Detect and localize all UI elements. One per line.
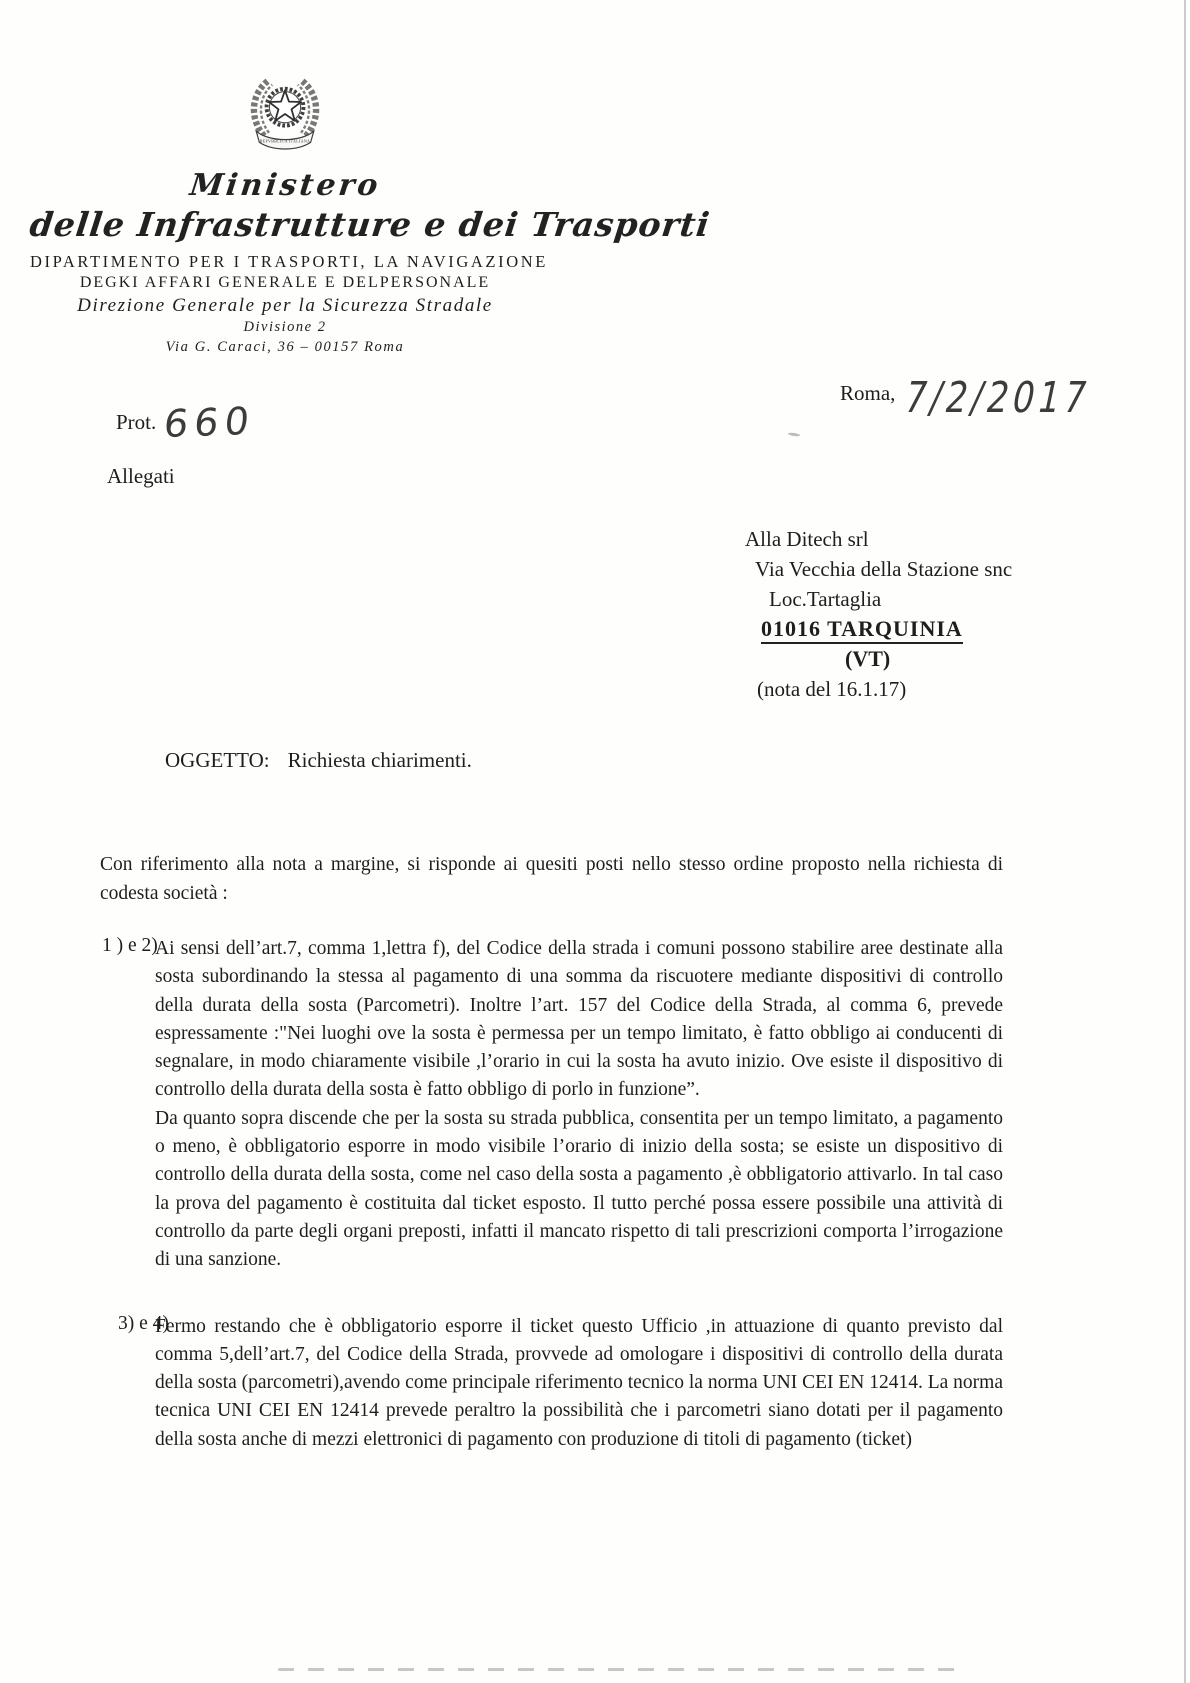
recipient-block xyxy=(745,524,1012,704)
scan-edge-line xyxy=(1184,0,1186,1683)
place-label: Roma, xyxy=(840,381,896,405)
item-label-1-2: 1 ) e 2) xyxy=(102,935,158,956)
attachments-label: Allegati xyxy=(107,464,175,488)
item-1-2-paragraph-b: Da quanto sopra discende che per la sosta su strada pubblica, consentita per un tempo limitato, a pagamento o meno, è obbligatorio esporre in modo visibile l’orario di inizio della sosta; se esiste un dispositivo di controllo della durata della sosta, come nel caso della sosta a pagamento ,è obbligatorio attivarlo. In tal caso la prova del pagamento è costituita dal ticket esposto. Il tutto perché possa essere possibile una attività di controllo da parte degli organi preposti, infatti il mancato rispetto di tali prescrizioni comporta l’irrogazione di una sanzione. xyxy=(155,1107,1003,1271)
protocol-label: Prot. xyxy=(116,410,157,434)
dateline xyxy=(840,373,1096,423)
subject-label: OGGETTO: xyxy=(165,748,270,772)
letterhead-address: Via G. Caraci, 36 – 00157 Roma xyxy=(165,339,405,355)
recipient-street: Via Vecchia della Stazione snc xyxy=(755,557,1013,581)
item-3-4-paragraph-a: Fermo restando che è obbligatorio esporre il ticket questo Ufficio ,in attuazione di quanto previsto dal comma 5,dell’art.7, del Codice della Strada, provvede ad omologare i dispositivi di controllo della durata della sosta (parcometri),avendo come principale riferimento tecnico la norma UNI CEI EN 12414. La norma tecnica UNI CEI EN 12414 prevede peraltro la possibilità che i parcometri siano dotati per il pagamento della sosta anche di mezzi elettronici di pagamento con produzione di titoli di pagamento (ticket) xyxy=(155,1315,1003,1450)
subject-line xyxy=(165,748,472,773)
handwritten-date: 7/2/2017 xyxy=(900,373,1096,423)
emblem-ribbon-text: REPVBBLICA ITALIANA xyxy=(259,138,311,144)
handwritten-protocol-number: 660 xyxy=(161,398,258,446)
recipient-note-reference: (nota del 16.1.17) xyxy=(757,677,907,701)
letterhead xyxy=(27,70,713,356)
ministry-script-line2: delle Infrastrutture e dei Trasporti xyxy=(27,205,713,244)
department-line1: DIPARTIMENTO PER I TRASPORTI, LA NAVIGAZIONE xyxy=(30,252,548,271)
item-body-1-2 xyxy=(155,935,1003,1275)
scan-artifact-mark xyxy=(788,432,800,437)
department-line2: DEGKI AFFARI GENERALE E DELPERSONALE xyxy=(79,274,491,291)
protocol-line xyxy=(116,398,258,446)
recipient-city: 01016 TARQUINIA xyxy=(761,616,963,644)
answer-item-1-2 xyxy=(100,935,1003,1275)
recipient-name: Alla Ditech srl xyxy=(745,527,869,551)
ministry-script-line1: Ministero xyxy=(187,168,383,203)
item-body-3-4 xyxy=(155,1313,1003,1454)
answer-item-3-4 xyxy=(100,1313,1003,1454)
item-1-2-paragraph-a: Ai sensi dell’art.7, comma 1,lettra f), del Codice della strada i comuni possono stabilire aree destinate alla sosta subordinando la stessa al pagamento di una somma da riscuotere mediante dispositivi di controllo della durata della sosta (Parcometri). Inoltre l’art. 157 del Codice della Strada, al comma 6, prevede espressamente :"Nei luoghi ove la sosta è permessa per un tempo limitato, è fatto obbligo ai conducenti di segnalare, in modo chiaramente visibile ,l’orario in cui la sosta ha avuto inizio. Ove esiste il dispositivo di controllo della durata della sosta è fatto obbligo di porlo in funzione”. xyxy=(155,938,1003,1101)
division-line: Divisione 2 xyxy=(243,319,327,335)
item-label-3-4: 3) e 4) xyxy=(118,1312,169,1334)
scan-bottom-smudge xyxy=(278,1668,968,1671)
italian-republic-emblem xyxy=(30,70,540,156)
intro-paragraph: Con riferimento alla nota a margine, si risponde ai quesiti posti nello stesso ordine proposto nella richiesta di codesta società : xyxy=(100,854,1003,904)
recipient-locality: Loc.Tartaglia xyxy=(769,587,882,611)
direction-general-line: Direzione Generale per la Sicurezza Stradale xyxy=(77,295,493,316)
subject-text: Richiesta chiarimenti. xyxy=(287,748,472,772)
letter-body xyxy=(100,851,1003,1454)
recipient-province: (VT) xyxy=(845,646,891,671)
